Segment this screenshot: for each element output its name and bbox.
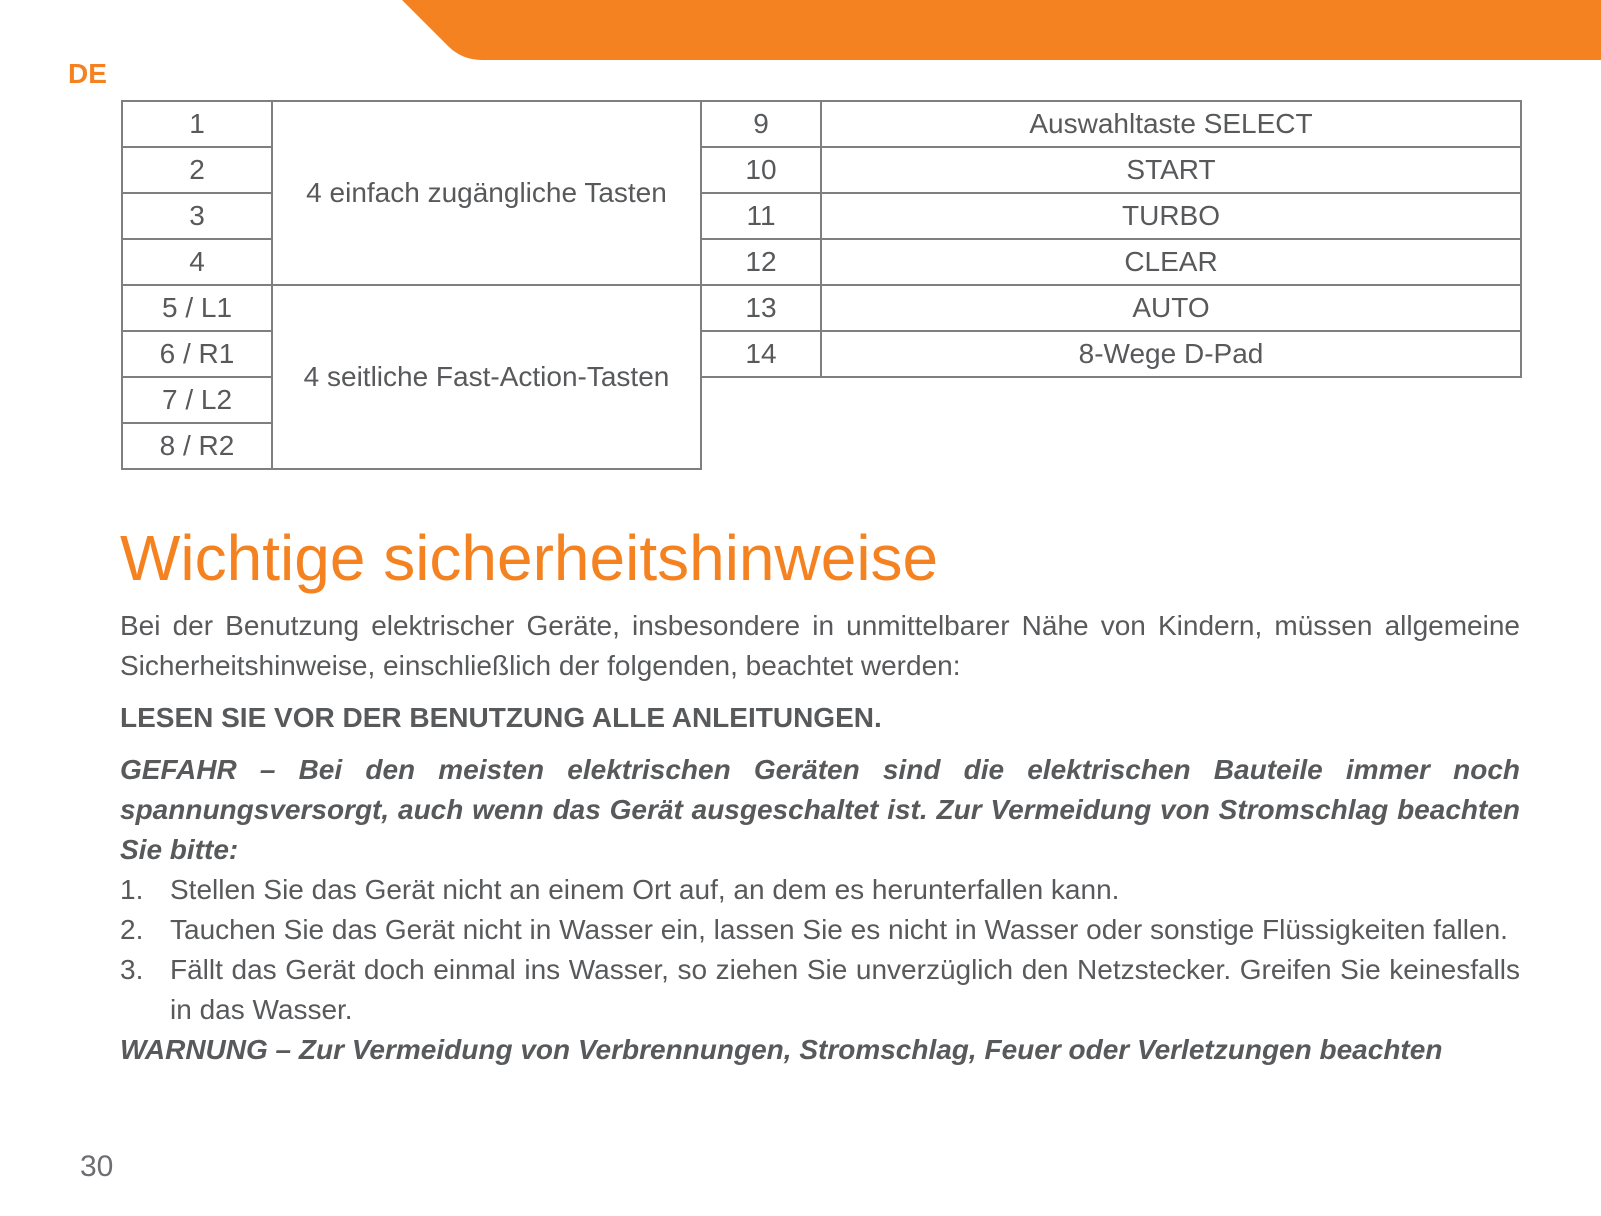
warning-paragraph: WARNUNG – Zur Vermeidung von Verbrennungen, Stromschlag, Feuer oder Verletzungen beachten xyxy=(120,1034,1443,1065)
list-text: Fällt das Gerät doch einmal ins Wasser, so ziehen Sie unverzüglich den Netzstecker. Greifen Sie keinesfalls in das Wasser. xyxy=(170,954,1520,1025)
button-label: Auswahltaste SELECT xyxy=(821,101,1521,147)
button-number: 8 / R2 xyxy=(122,423,272,469)
intro-paragraph: Bei der Benutzung elektrischer Geräte, insbesondere in unmittelbarer Nähe von Kindern, müssen allgemeine Sicherheitshinweise, einschließlich der folgenden, beachtet werden: xyxy=(120,610,1520,681)
button-group-description: 4 einfach zugängliche Tasten xyxy=(272,101,701,285)
list-item xyxy=(120,870,1520,910)
table-row xyxy=(122,101,701,147)
button-number: 14 xyxy=(701,331,821,377)
page-number: 30 xyxy=(80,1150,114,1183)
list-item xyxy=(120,910,1520,950)
button-label: 8-Wege D-Pad xyxy=(821,331,1521,377)
button-number: 13 xyxy=(701,285,821,331)
table-row xyxy=(701,331,1521,377)
button-number: 3 xyxy=(122,193,272,239)
button-number: 6 / R1 xyxy=(122,331,272,377)
safety-list xyxy=(120,870,1520,1030)
button-number: 12 xyxy=(701,239,821,285)
table-row xyxy=(701,239,1521,285)
button-number: 1 xyxy=(122,101,272,147)
table-row xyxy=(122,285,701,331)
read-instructions-heading: LESEN SIE VOR DER BENUTZUNG ALLE ANLEITUNGEN. xyxy=(120,702,882,733)
button-label: START xyxy=(821,147,1521,193)
button-number: 4 xyxy=(122,239,272,285)
orange-header-band xyxy=(0,0,1601,62)
button-label: AUTO xyxy=(821,285,1521,331)
button-number: 11 xyxy=(701,193,821,239)
button-number: 7 / L2 xyxy=(122,377,272,423)
table-row xyxy=(701,101,1521,147)
list-number: 3. xyxy=(120,954,144,985)
button-number: 9 xyxy=(701,101,821,147)
button-number: 2 xyxy=(122,147,272,193)
button-label: CLEAR xyxy=(821,239,1521,285)
list-number: 2. xyxy=(120,914,144,945)
table-row xyxy=(701,147,1521,193)
list-text: Stellen Sie das Gerät nicht an einem Ort auf, an dem es herunterfallen kann. xyxy=(170,874,1120,905)
danger-paragraph: GEFAHR – Bei den meisten elektrischen Geräten sind die elektrischen Bauteile immer noch spannungsversorgt, auch wenn das Gerät ausgeschaltet ist. Zur Vermeidung von Stromschlag beachten Sie bitte: xyxy=(120,754,1520,865)
button-number: 10 xyxy=(701,147,821,193)
table-row xyxy=(701,285,1521,331)
table-row xyxy=(701,193,1521,239)
button-number: 5 / L1 xyxy=(122,285,272,331)
button-table-right xyxy=(700,100,1522,378)
safety-text xyxy=(120,606,1520,1070)
language-tag: DE xyxy=(68,58,107,89)
list-number: 1. xyxy=(120,874,144,905)
button-group-description: 4 seitliche Fast-Action-Tasten xyxy=(272,285,701,469)
section-title: Wichtige sicherheitshinweise xyxy=(120,522,939,594)
button-table-left xyxy=(121,100,702,470)
list-item xyxy=(120,950,1520,1030)
list-text: Tauchen Sie das Gerät nicht in Wasser ein, lassen Sie es nicht in Wasser oder sonstige Flüssigkeiten fallen. xyxy=(170,914,1508,945)
button-label: TURBO xyxy=(821,193,1521,239)
